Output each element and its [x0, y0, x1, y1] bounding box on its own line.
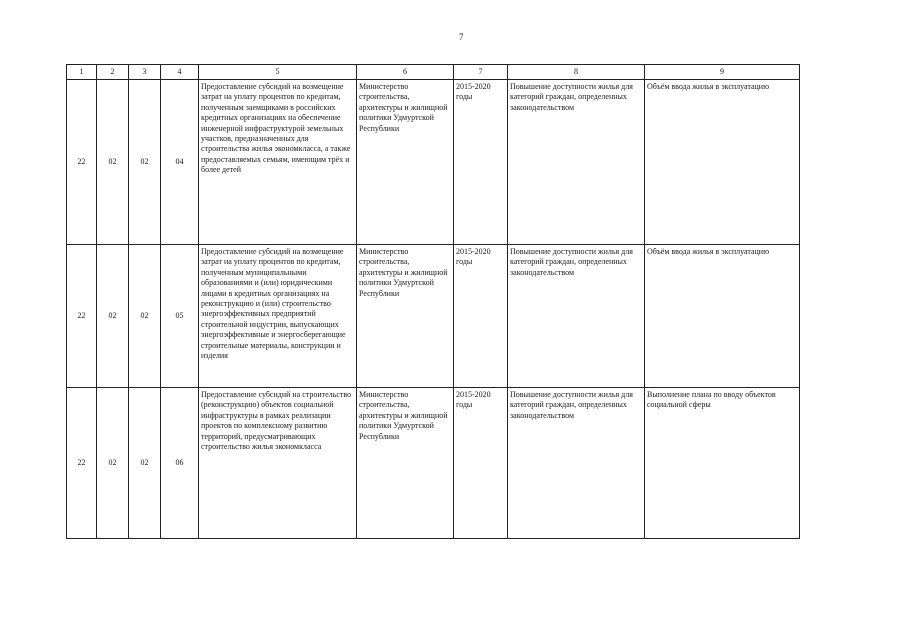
column-header: 5	[199, 65, 357, 80]
code-cell: 02	[129, 245, 161, 388]
column-header: 9	[645, 65, 800, 80]
code-cell: 04	[161, 80, 199, 245]
period-cell: 2015-2020 годы	[454, 80, 508, 245]
code-cell: 02	[97, 80, 129, 245]
code-cell: 02	[129, 80, 161, 245]
indicator-cell: Выполнение плана по вводу объектов социальной сферы	[645, 388, 800, 539]
result-cell: Повышение доступности жилья для категорий граждан, определенных законодательством	[508, 80, 645, 245]
period-cell: 2015-2020 годы	[454, 245, 508, 388]
column-header: 7	[454, 65, 508, 80]
code-cell: 02	[129, 388, 161, 539]
code-cell: 05	[161, 245, 199, 388]
column-header: 2	[97, 65, 129, 80]
code-cell: 02	[97, 245, 129, 388]
column-header: 3	[129, 65, 161, 80]
indicator-cell: Объём ввода жилья в эксплуатацию	[645, 80, 800, 245]
column-header: 8	[508, 65, 645, 80]
executor-cell: Министерство строительства, архитектуры и жилищной политики Удмуртской Республики	[357, 388, 454, 539]
code-cell: 02	[97, 388, 129, 539]
table-row	[67, 80, 800, 245]
code-cell: 22	[67, 245, 97, 388]
description-cell: Предоставление субсидий на строительство (реконструкцию) объектов социальной инфраструктуры в рамках реализации проектов по комплексному развитию территорий, предусматривающих строительство жилья экономкласса	[199, 388, 357, 539]
period-cell: 2015-2020 годы	[454, 388, 508, 539]
indicator-cell: Объём ввода жилья в эксплуатацию	[645, 245, 800, 388]
column-header: 4	[161, 65, 199, 80]
program-measures-table	[66, 64, 800, 539]
code-cell: 06	[161, 388, 199, 539]
description-cell: Предоставление субсидий на возмещение затрат на уплату процентов по кредитам, полученным муниципальными образованиями и (или) юридическими лицами в кредитных организациях на реконструкцию и (или) строительство энергоэффективных предприятий строительной индустрии, выпускающих энергоэффективные и энергосберегающие строительные материалы, конструкции и изделия	[199, 245, 357, 388]
description-cell: Предоставление субсидий на возмещение затрат на уплату процентов по кредитам, полученным заемщиками в российских кредитных организациях на обеспечение инженерной инфраструктурой земельных участков, предназначенных для строительства жилья экономкласса, а также предоставляемых семьям, имеющим трёх и более детей	[199, 80, 357, 245]
executor-cell: Министерство строительства, архитектуры и жилищной политики Удмуртской Республики	[357, 80, 454, 245]
table-row	[67, 388, 800, 539]
result-cell: Повышение доступности жилья для категорий граждан, определенных законодательством	[508, 388, 645, 539]
page-number: 7	[459, 32, 464, 42]
code-cell: 22	[67, 388, 97, 539]
result-cell: Повышение доступности жилья для категорий граждан, определенных законодательством	[508, 245, 645, 388]
column-header: 6	[357, 65, 454, 80]
table-row	[67, 245, 800, 388]
column-header: 1	[67, 65, 97, 80]
table-header-row	[67, 65, 800, 80]
executor-cell: Министерство строительства, архитектуры и жилищной политики Удмуртской Республики	[357, 245, 454, 388]
code-cell: 22	[67, 80, 97, 245]
